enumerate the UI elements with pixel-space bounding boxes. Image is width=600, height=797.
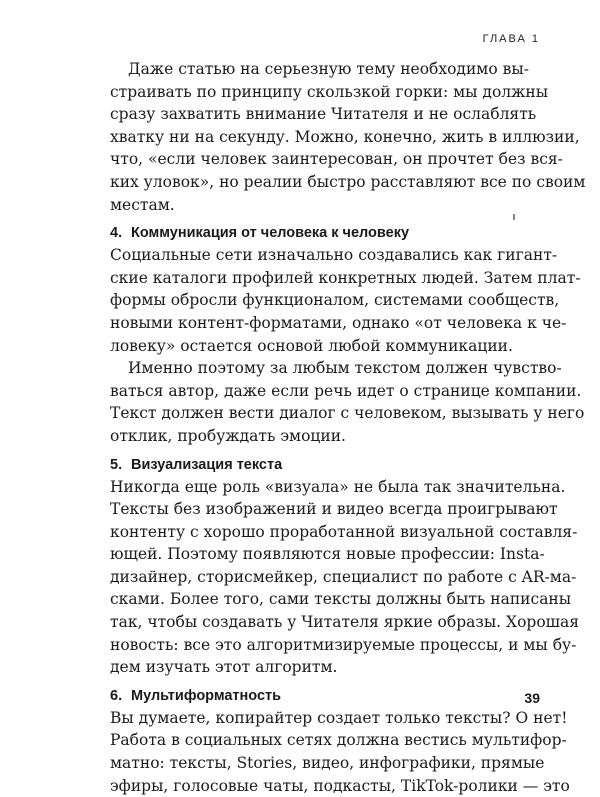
text-line: ваться автор, даже если речь идет о странице компании. bbox=[110, 381, 582, 400]
running-head: ГЛАВА 1 bbox=[482, 33, 540, 45]
text-line: Вы думаете, копирайтер создает только тексты? О нет! bbox=[110, 708, 568, 727]
text-line: Текст должен вести диалог с человеком, вызывать у него bbox=[110, 404, 585, 423]
text-line: ких уловок», но реалии быстро расставляют все по своим bbox=[110, 172, 586, 191]
text-line: контенту с хорошо проработанной визуальной составля- bbox=[110, 522, 578, 541]
section-heading bbox=[110, 222, 485, 244]
text-line: ющей. Поэтому появляются новые профессии: Insta- bbox=[110, 545, 545, 564]
text-line: Социальные сети изначально создавались как гигант- bbox=[110, 246, 558, 265]
text-line: формы обросли функционалом, системами сообществ, bbox=[110, 291, 560, 310]
text-line: матно: тексты, Stories, видео, инфографики, прямые bbox=[110, 754, 545, 773]
text-line: эфиры, голосовые чаты, подкасты, TikTok-ролики — это bbox=[110, 776, 570, 795]
text-line: страивать по принципу скользкой горки: мы должны bbox=[110, 82, 549, 101]
text-line: новыми контент-форматами, однако «от человека к че- bbox=[110, 313, 567, 332]
section-number: 6. bbox=[110, 687, 123, 704]
text-line: что, «если человек заинтересован, он прочтет без вся- bbox=[110, 150, 563, 169]
text-line: Даже статью на серьезную тему необходимо вы- bbox=[128, 60, 529, 78]
section-title: Коммуникация от человека к человеку bbox=[131, 225, 410, 242]
paragraph bbox=[110, 58, 586, 216]
text-line: сразу захватить внимание Читателя и не ослаблять bbox=[110, 105, 537, 124]
text-line: дем изучать этот алгоритм. bbox=[110, 658, 338, 677]
text-line: так, чтобы создавать у Читателя яркие образы. Хорошая bbox=[110, 613, 580, 632]
text-line: ловеку» остается основой любой коммуникации. bbox=[110, 336, 513, 355]
paragraph bbox=[110, 357, 585, 447]
paragraph bbox=[110, 476, 580, 679]
text-line: сками. Более того, сами тексты должны быть написаны bbox=[110, 590, 572, 609]
scan-speck bbox=[513, 214, 515, 220]
section-heading bbox=[110, 454, 485, 476]
paragraph bbox=[110, 244, 581, 357]
text-line: местам. bbox=[110, 195, 175, 214]
text-line: ские каталоги профилей конкретных людей. Затем плат- bbox=[110, 268, 581, 287]
section-number: 5. bbox=[110, 456, 123, 473]
page-number: 39 bbox=[524, 690, 540, 706]
section-title: Мультиформатность bbox=[131, 687, 282, 704]
section-number: 4. bbox=[110, 225, 123, 242]
text-line: дизайнер, сторисмейкер, специалист по работе с AR-ма- bbox=[110, 567, 577, 586]
text-line: новость: все это алгоритмизируемые процессы, и мы бу- bbox=[110, 635, 577, 654]
text-line: Никогда еще роль «визуала» не была так значительна. bbox=[110, 477, 566, 496]
section-title: Визуализация текста bbox=[131, 456, 283, 473]
text-line: Работа в социальных сетях должна вестись мультифор- bbox=[110, 731, 567, 750]
text-line: хватку ни на секунду. Можно, конечно, жить в иллюзии, bbox=[110, 127, 580, 146]
paragraph bbox=[110, 707, 570, 797]
text-line: Именно поэтому за любым текстом должен чувство- bbox=[128, 359, 562, 378]
text-line: отклик, пробуждать эмоции. bbox=[110, 426, 346, 445]
section-heading bbox=[110, 685, 485, 707]
text-line: Тексты без изображений и видео всегда проигрывают bbox=[110, 500, 558, 519]
